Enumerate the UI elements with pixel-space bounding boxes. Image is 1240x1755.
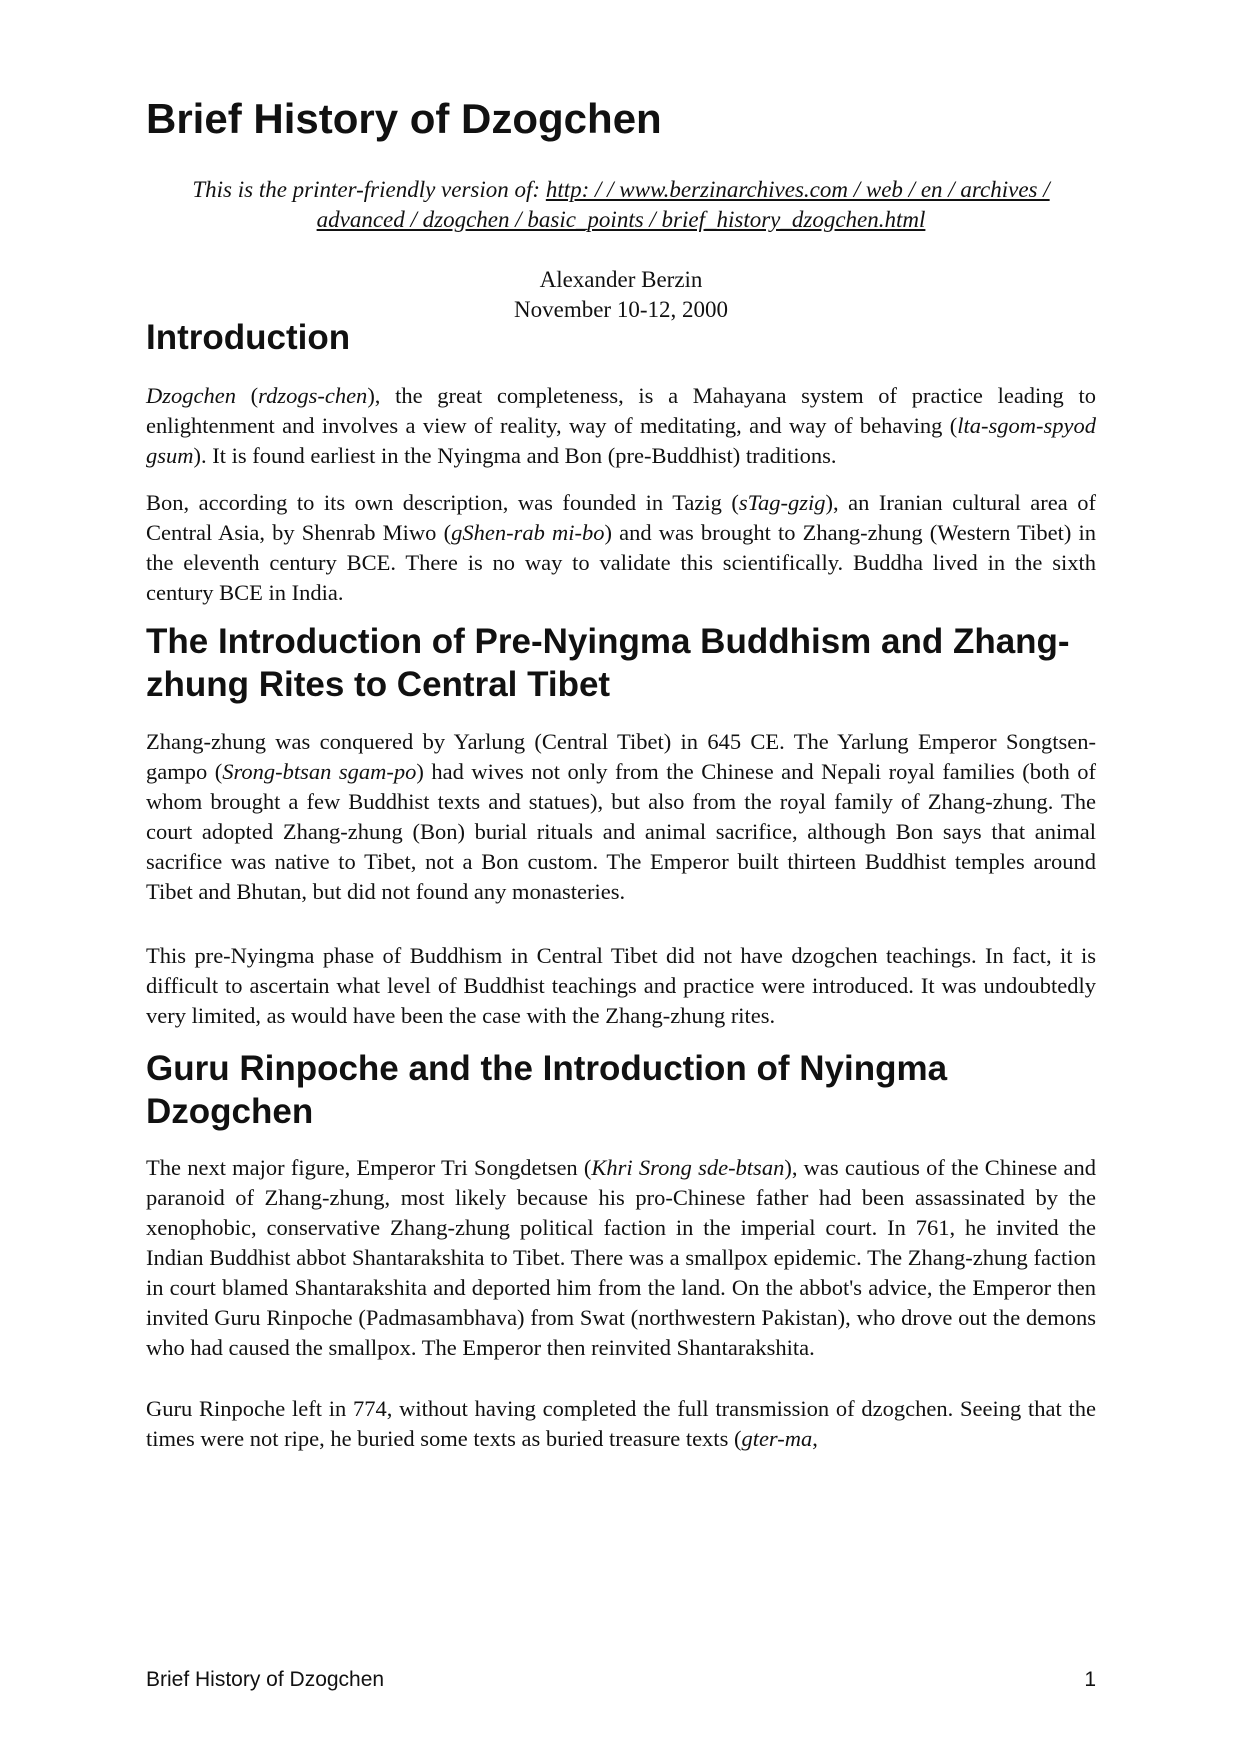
- printer-note-prefix: This is the printer-friendly version of:: [192, 177, 546, 202]
- footer-title: Brief History of Dzogchen: [146, 1668, 385, 1691]
- source-url-link[interactable]: http: / / www.berzinarchives.com / web / en / archives / advanced / dzogchen / basic_points / brief_history_dzogchen.html: [316, 177, 1050, 232]
- paragraph-pre-nyingma-2: This pre-Nyingma phase of Buddhism in Central Tibet did not have dzogchen teachings. In fact, it is difficult to ascertain what level of Buddhist teachings and practice were introduced. It was undoubtedly very limited, as would have been the case with the Zhang-zhung rites.: [146, 943, 1096, 1028]
- page-number: 1: [1084, 1668, 1096, 1691]
- paragraph-intro-2: Bon, according to its own description, was founded in Tazig (sTag-gzig), an Iranian cultural area of Central Asia, by Shenrab Miwo (gShen-rab mi-bo) and was brought to Zhang-zhung (Western Tibet) in the eleventh century BCE. There is no way to validate this scientifically. Buddha lived in the sixth century BCE in India.: [146, 490, 1097, 605]
- paragraph-pre-nyingma-1: Zhang-zhung was conquered by Yarlung (Central Tibet) in 645 CE. The Yarlung Emperor Songtsen-gampo (Srong-btsan sgam-po) had wives not only from the Chinese and Nepali royal families (both of whom brought a few Buddhist texts and statues), but also from the royal family of Zhang-zhung. The court adopted Zhang-zhung (Bon) burial rituals and animal sacrifice, although Bon says that animal sacrifice was native to Tibet, not a Bon custom. The Emperor built thirteen Buddhist temples around Tibet and Bhutan, but did not found any monasteries.: [146, 729, 1096, 904]
- document-title: Brief History of Dzogchen: [146, 95, 662, 142]
- section-heading-guru-rinpoche: Guru Rinpoche and the Introduction of Nyingma Dzogchen: [146, 1049, 948, 1131]
- section-heading-introduction: Introduction: [146, 318, 351, 357]
- paragraph-intro-1: Dzogchen (rdzogs-chen), the great completeness, is a Mahayana system of practice leading to enlightenment and involves a view of reality, way of meditating, and way of behaving (lta-sgom-spyod gsum). It is found earliest in the Nyingma and Bon (pre-Buddhist) traditions.: [146, 383, 1096, 468]
- printer-friendly-note: [146, 175, 1096, 235]
- paragraph-guru-rinpoche-1: The next major figure, Emperor Tri Songdetsen (Khri Srong sde-btsan), was cautious of the Chinese and paranoid of Zhang-zhung, most likely because his pro-Chinese father had been assassinated by the xenophobic, conservative Zhang-zhung political faction in the imperial court. In 761, he invited the Indian Buddhist abbot Shantarakshita to Tibet. There was a smallpox epidemic. The Zhang-zhung faction in court blamed Shantarakshita and deported him from the land. On the abbot's advice, the Emperor then invited Guru Rinpoche (Padmasambhava) from Swat (northwestern Pakistan), who drove out the demons who had caused the smallpox. The Emperor then reinvited Shantarakshita.: [146, 1155, 1097, 1360]
- author-name: Alexander Berzin: [539, 267, 703, 292]
- paragraph-guru-rinpoche-2: Guru Rinpoche left in 774, without having completed the full transmission of dzogchen. Seeing that the times were not ripe, he buried some texts as buried treasure texts (gter-ma,: [146, 1396, 1096, 1451]
- document-date: November 10-12, 2000: [514, 297, 728, 322]
- section-heading-pre-nyingma: The Introduction of Pre-Nyingma Buddhism and Zhang-zhung Rites to Central Tibet: [146, 622, 1070, 704]
